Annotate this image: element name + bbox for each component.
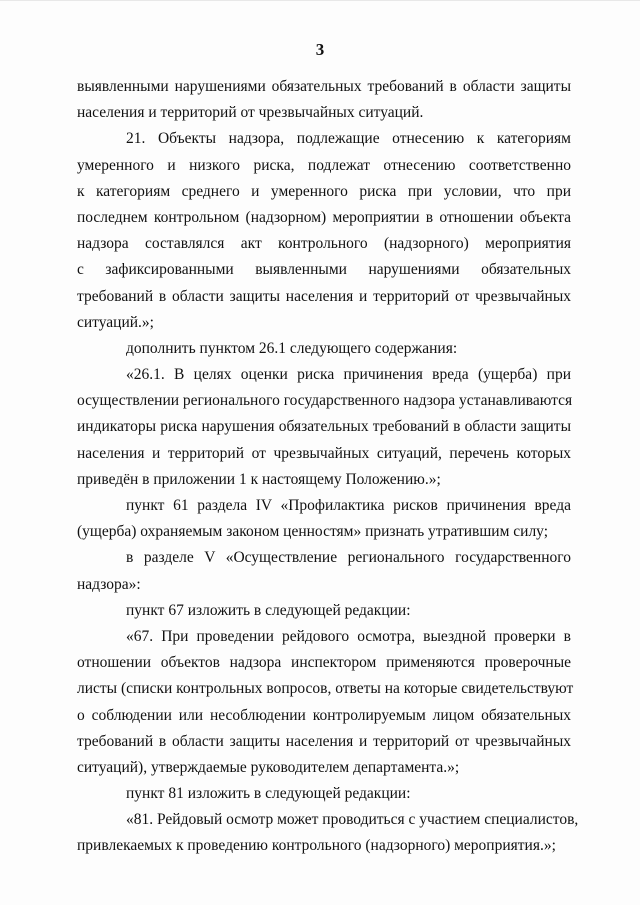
text-line: «67. При проведении рейдового осмотра, выездной проверки в (126, 627, 571, 645)
text-line: требований в области защиты населения и территорий от чрезвычайных (77, 287, 571, 305)
page-number: 3 (315, 40, 325, 59)
text-line: «81. Рейдовый осмотр может проводиться с участием специалистов, (126, 811, 579, 829)
text-line: населения и территорий от чрезвычайных ситуаций. (77, 104, 424, 122)
text-line: листы (списки контрольных вопросов, ответы на которые свидетельствуют (77, 680, 574, 698)
text-line: «26.1. В целях оценки риска причинения вреда (ущерба) при (126, 366, 571, 384)
text-line: осуществлении регионального государственного надзора устанавливаются (77, 392, 573, 410)
text-line: населения и территорий от чрезвычайных ситуаций, перечень которых (77, 444, 571, 462)
text-line: надзора составлялся акт контрольного (надзорного) мероприятия (77, 235, 571, 253)
text-line: (ущерба) охраняемым законом ценностям» признать утратившим силу; (77, 523, 549, 541)
text-line: требований в области защиты населения и территорий от чрезвычайных (77, 732, 571, 750)
text-line: в разделе V «Осуществление регионального государственного (126, 549, 571, 567)
text-line: 21. Объекты надзора, подлежащие отнесению к категориям (126, 130, 571, 148)
text-line: умеренного и низкого риска, подлежат отнесению соответственно (77, 156, 571, 174)
text-line: с зафиксированными выявленными нарушениями обязательных (77, 261, 571, 279)
text-line: к категориям среднего и умеренного риска при условии, что при (77, 182, 571, 200)
text-line: пункт 61 раздела IV «Профилактика рисков причинения вреда (126, 497, 571, 514)
text-line: привлекаемых к проведению контрольного (надзорного) мероприятия.»; (77, 837, 556, 855)
page-top-edge (0, 0, 640, 1)
text-line: ситуаций), утверждаемые руководителем департамента.»; (77, 758, 460, 776)
text-line: выявленными нарушениями обязательных требований в области защиты (77, 78, 571, 95)
text-line: пункт 81 изложить в следующей редакции: (126, 785, 411, 803)
text-line: ситуаций.»; (77, 313, 154, 331)
text-line: приведён в приложении 1 к настоящему Положению.»; (77, 470, 441, 488)
text-line: пункт 67 изложить в следующей редакции: (126, 601, 411, 619)
text-line: отношении объектов надзора инспектором применяются проверочные (77, 654, 571, 672)
text-line: индикаторы риска нарушения обязательных требований в области защиты (77, 418, 571, 436)
document-body (77, 74, 579, 860)
text-line: о соблюдении или несоблюдении контролируемым лицом обязательных (77, 706, 571, 724)
text-line: последнем контрольном (надзорном) мероприятии в отношении объекта (77, 208, 571, 226)
text-line: дополнить пунктом 26.1 следующего содержания: (126, 339, 458, 357)
text-line: надзора»: (77, 575, 141, 593)
